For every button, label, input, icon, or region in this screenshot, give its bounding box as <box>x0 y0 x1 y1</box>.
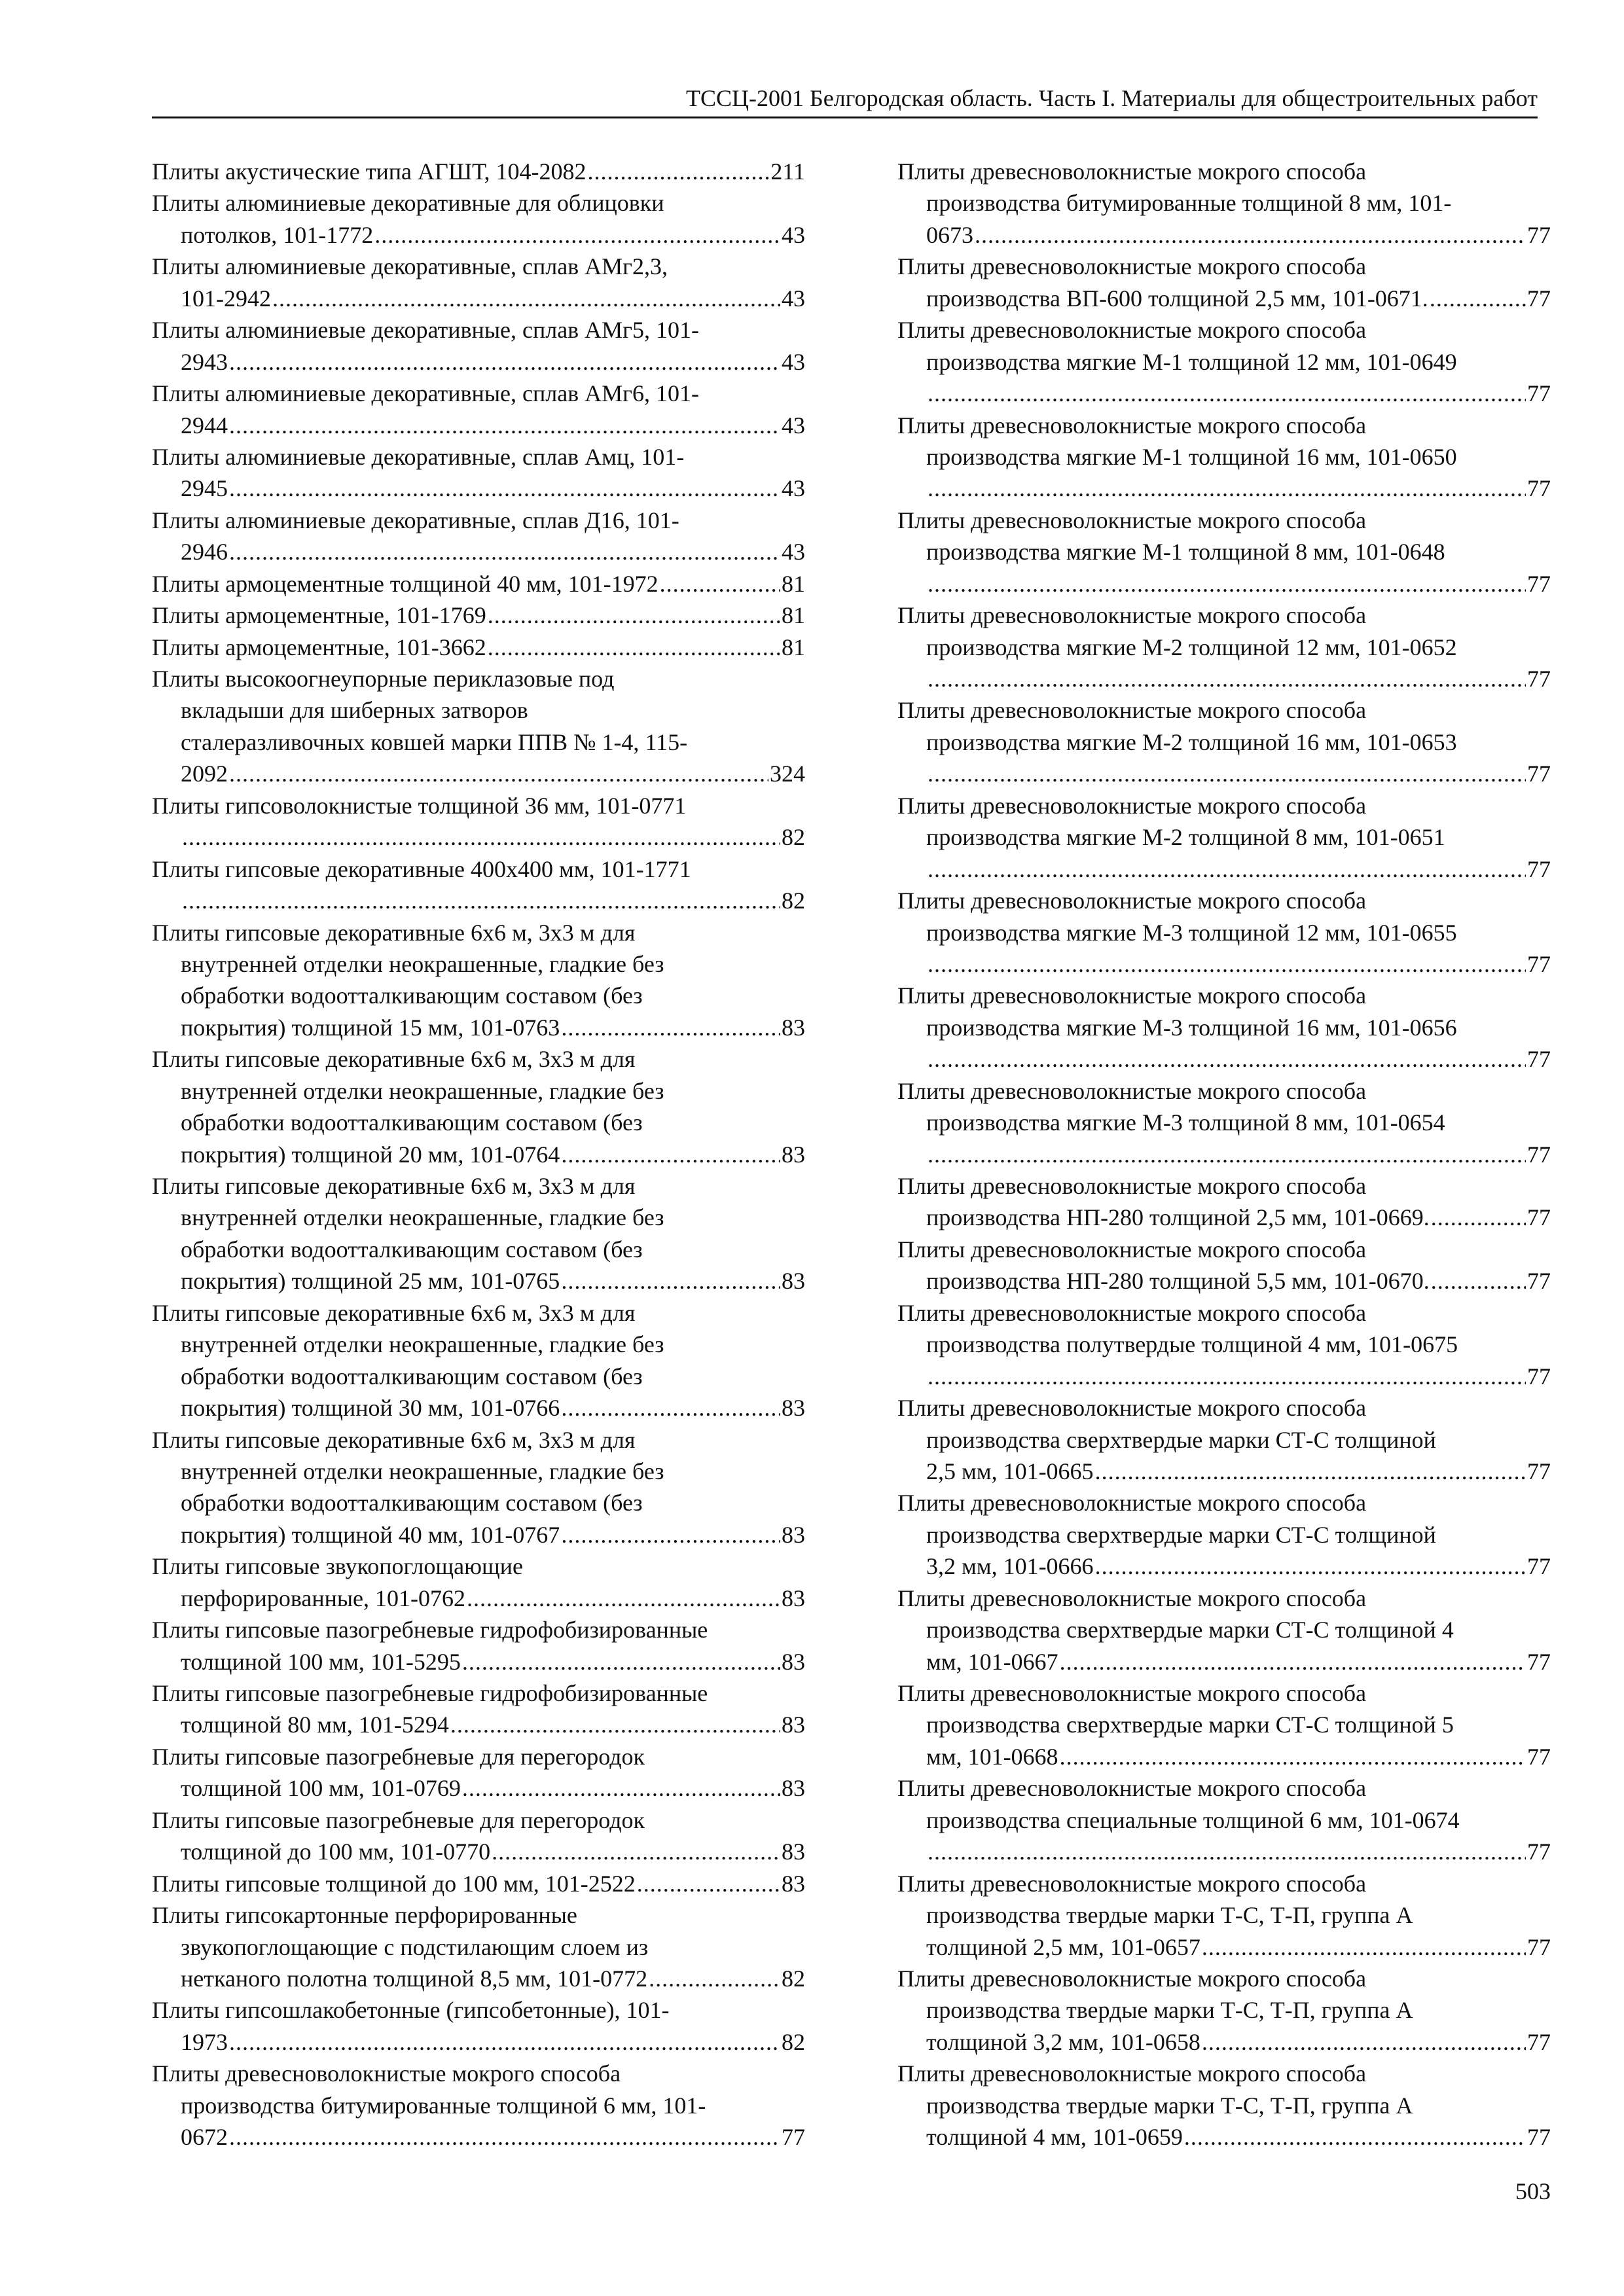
dot-leader <box>182 885 780 916</box>
index-entry <box>152 251 805 314</box>
dot-leader <box>928 853 1526 885</box>
entry-page-ref: 77 <box>782 2124 805 2151</box>
entry-text: Плиты гипсовые пазогребневые для перегородок <box>152 1743 645 1770</box>
index-entry <box>897 1297 1551 1392</box>
entry-text: толщиной 3,2 мм, 101-0658 <box>926 2028 1200 2055</box>
entry-text: 1973 <box>181 2028 228 2055</box>
dot-leader <box>467 1583 780 1614</box>
entry-text: вкладыши для шиберных затворов <box>181 697 528 724</box>
dot-leader <box>561 1012 780 1043</box>
entry-page-ref: 43 <box>782 348 805 375</box>
entry-page-ref: 77 <box>1527 475 1551 502</box>
index-entry <box>897 1487 1551 1582</box>
dot-leader <box>928 1043 1526 1075</box>
entry-text: Плиты древесноволокнистые мокрого способа <box>897 1965 1367 1992</box>
entry-text: толщиной 2,5 мм, 101-0657 <box>926 1933 1200 1960</box>
index-entry <box>897 1075 1551 1170</box>
dot-leader <box>1184 2121 1526 2153</box>
entry-text: звукопоглощающие с подстилающим слоем из <box>181 1933 649 1960</box>
entry-text: производства НП-280 толщиной 5,5 мм, 101-0670. <box>926 1268 1430 1295</box>
entry-text: Плиты алюминиевые декоративные, сплав Д16, 101- <box>152 507 679 533</box>
dot-leader <box>975 219 1526 251</box>
entry-text: производства битумированные толщиной 6 мм, 101- <box>181 2092 706 2119</box>
dot-leader <box>229 473 780 504</box>
dot-leader <box>229 2121 780 2153</box>
entry-text: Плиты высокоогнеупорные периклазовые под <box>152 666 615 692</box>
entry-page-ref: 324 <box>770 761 805 787</box>
entry-text: Плиты алюминиевые декоративные, сплав Амц, 101- <box>152 443 685 470</box>
dot-leader <box>1202 1931 1526 1963</box>
entry-text: толщиной 4 мм, 101-0659 <box>926 2124 1183 2151</box>
dot-leader <box>229 410 780 441</box>
index-entry <box>152 1868 805 1899</box>
index-entry <box>897 505 1551 600</box>
dot-leader <box>182 821 780 853</box>
entry-page-ref: 77 <box>1527 1046 1551 1073</box>
entry-text: 2946 <box>181 539 228 565</box>
dot-leader <box>928 378 1526 409</box>
entry-text: нетканого полотна толщиной 8,5 мм, 101-0772 <box>181 1965 648 1992</box>
entry-text: 0673 <box>926 221 973 248</box>
entry-text: Плиты древесноволокнистые мокрого способа <box>897 1299 1367 1326</box>
index-column-right <box>897 156 1551 2153</box>
entry-text: Плиты древесноволокнистые мокрого способа <box>897 1680 1367 1706</box>
entry-text: Плиты древесноволокнистые мокрого способа <box>897 412 1367 439</box>
entry-text: обработки водоотталкивающим составом (без <box>181 1109 643 1136</box>
index-entry <box>897 156 1551 251</box>
index-entry <box>897 410 1551 505</box>
index-entry <box>897 1583 1551 1677</box>
entry-text: толщиной до 100 мм, 101-0770 <box>181 1839 491 1865</box>
entry-text: Плиты гипсовые декоративные 6х6 м, 3х3 м для <box>152 919 636 946</box>
dot-leader <box>229 758 768 789</box>
entry-page-ref: 77 <box>1527 1204 1551 1231</box>
entry-text: Плиты древесноволокнистые мокрого способа <box>897 697 1367 724</box>
entry-text: толщиной 80 мм, 101-5294 <box>181 1712 449 1738</box>
index-entry <box>152 1297 805 1424</box>
entry-text: Плиты армоцементные, 101-3662 <box>152 634 486 660</box>
entry-text: Плиты древесноволокнистые мокрого способа <box>897 507 1367 533</box>
entry-text: производства твердые марки Т-С, Т-П, группа А <box>926 2092 1413 2119</box>
index-entry <box>152 1170 805 1297</box>
entry-text: толщиной 100 мм, 101-5295 <box>181 1648 461 1675</box>
index-entry <box>897 1392 1551 1487</box>
page-number: 503 <box>1515 2178 1551 2204</box>
index-entry <box>152 2058 805 2153</box>
entry-text: Плиты древесноволокнистые мокрого способа <box>897 1870 1367 1897</box>
index-entry <box>152 1741 805 1804</box>
entry-text: покрытия) толщиной 20 мм, 101-0764 <box>181 1141 560 1168</box>
entry-text: Плиты древесноволокнистые мокрого способа <box>897 253 1367 280</box>
entry-text: производства твердые марки Т-С, Т-П, группа А <box>926 1902 1413 1929</box>
dot-leader <box>1431 1265 1526 1297</box>
entry-page-ref: 83 <box>782 1712 805 1738</box>
dot-leader <box>928 948 1526 980</box>
entry-page-ref: 83 <box>782 1521 805 1548</box>
index-entry <box>152 1899 805 1994</box>
index-entry <box>152 1424 805 1551</box>
dot-leader <box>928 1139 1526 1170</box>
entry-text: производства НП-280 толщиной 2,5 мм, 101-0669. <box>926 1204 1430 1231</box>
entry-text: Плиты армоцементные толщиной 40 мм, 101-1972 <box>152 570 659 597</box>
entry-page-ref: 82 <box>782 888 805 914</box>
entry-page-ref: 77 <box>1527 380 1551 407</box>
index-entry <box>152 378 805 441</box>
entry-text: производства твердые марки Т-С, Т-П, группа А <box>926 1997 1413 2024</box>
dot-leader <box>462 1646 780 1677</box>
entry-text: Плиты гипсовые декоративные 6х6 м, 3х3 м для <box>152 1299 636 1326</box>
entry-text: Плиты древесноволокнистые мокрого способа <box>897 2060 1367 2087</box>
entry-text: производства мягкие М-3 толщиной 16 мм, 101-0656 <box>926 1014 1457 1041</box>
index-entry <box>897 1234 1551 1297</box>
index-entry <box>897 600 1551 694</box>
entry-page-ref: 77 <box>1527 285 1551 312</box>
dot-leader <box>1431 1202 1526 1233</box>
index-entry <box>897 1963 1551 2058</box>
dot-leader <box>1060 1646 1526 1677</box>
entry-text: Плиты гипсовые пазогребневые гидрофобизированные <box>152 1680 708 1706</box>
index-entry <box>152 441 805 505</box>
entry-text: Плиты древесноволокнистые мокрого способа <box>152 2060 621 2087</box>
entry-text: Плиты акустические типа АГШТ, 104-2082 <box>152 158 586 185</box>
entry-text: Плиты древесноволокнистые мокрого способа <box>897 602 1367 629</box>
index-entry <box>152 1551 805 1614</box>
entry-text: потолков, 101-1772 <box>181 221 374 248</box>
entry-text: производства сверхтвердые марки СТ-С толщиной 4 <box>926 1617 1454 1643</box>
dot-leader <box>660 568 780 600</box>
entry-page-ref: 211 <box>770 158 805 185</box>
entry-text: Плиты гипсовые декоративные 6х6 м, 3х3 м для <box>152 1046 636 1073</box>
dot-leader <box>928 1361 1526 1392</box>
entry-text: Плиты древесноволокнистые мокрого способа <box>897 1585 1367 1611</box>
entry-text: 0672 <box>181 2124 228 2151</box>
entry-page-ref: 77 <box>1527 221 1551 248</box>
index-entry <box>152 790 805 853</box>
dot-leader <box>928 473 1526 504</box>
entry-page-ref: 77 <box>1527 950 1551 977</box>
index-entry <box>152 1043 805 1170</box>
entry-page-ref: 43 <box>782 221 805 248</box>
entry-text: внутренней отделки неокрашенные, гладкие без <box>181 1077 664 1104</box>
entry-text: Плиты древесноволокнистые мокрого способа <box>897 1395 1367 1422</box>
entry-text: Плиты древесноволокнистые мокрого способа <box>897 1077 1367 1104</box>
index-entry <box>897 251 1551 314</box>
index-entry <box>152 853 805 917</box>
index-entry <box>152 1804 805 1868</box>
entry-page-ref: 77 <box>1527 1141 1551 1168</box>
entry-text: покрытия) толщиной 40 мм, 101-0767 <box>181 1521 560 1548</box>
index-column-left <box>152 156 805 2153</box>
dot-leader <box>561 1392 780 1424</box>
index-entry <box>152 632 805 663</box>
entry-text: Плиты древесноволокнистые мокрого способа <box>897 792 1367 819</box>
entry-page-ref: 83 <box>782 1839 805 1865</box>
entry-page-ref: 43 <box>782 285 805 312</box>
entry-page-ref: 83 <box>782 1648 805 1675</box>
entry-page-ref: 83 <box>782 1141 805 1168</box>
entry-text: Плиты алюминиевые декоративные, сплав АМг2,3, <box>152 253 668 280</box>
entry-text: 2944 <box>181 412 228 439</box>
dot-leader <box>928 758 1526 789</box>
entry-text: Плиты древесноволокнистые мокрого способа <box>897 1490 1367 1516</box>
entry-text: производства сверхтвердые марки СТ-С толщиной 5 <box>926 1712 1454 1738</box>
entry-text: внутренней отделки неокрашенные, гладкие без <box>181 1204 664 1231</box>
dot-leader <box>492 1836 780 1867</box>
entry-page-ref: 77 <box>1527 2124 1551 2151</box>
dot-leader <box>1095 1456 1526 1487</box>
entry-text: производства ВП-600 толщиной 2,5 мм, 101-0671. <box>926 285 1428 312</box>
entry-page-ref: 83 <box>782 1585 805 1611</box>
entry-text: 2,5 мм, 101-0665 <box>926 1458 1094 1484</box>
entry-text: Плиты алюминиевые декоративные, сплав АМг5, 101- <box>152 317 699 344</box>
entry-text: внутренней отделки неокрашенные, гладкие без <box>181 1331 664 1358</box>
dot-leader <box>229 536 780 567</box>
entry-page-ref: 77 <box>1527 666 1551 692</box>
entry-page-ref: 77 <box>1527 1839 1551 1865</box>
index-entry <box>152 156 805 187</box>
dot-leader <box>1430 283 1526 314</box>
entry-text: 2945 <box>181 475 228 502</box>
index-entry <box>152 314 805 378</box>
dot-leader <box>561 1519 780 1551</box>
index-entry <box>152 600 805 631</box>
entry-text: Плиты древесноволокнистые мокрого способа <box>897 158 1367 185</box>
entry-text: 101-2942 <box>181 285 271 312</box>
entry-text: производства мягкие М-2 толщиной 8 мм, 101-0651 <box>926 824 1445 851</box>
dot-leader <box>928 1836 1526 1867</box>
dot-leader <box>462 1772 780 1804</box>
dot-leader <box>561 1139 780 1170</box>
entry-text: производства полутвердые толщиной 4 мм, 101-0675 <box>926 1331 1458 1358</box>
entry-text: производства мягкие М-3 толщиной 8 мм, 101-0654 <box>926 1109 1445 1136</box>
entry-page-ref: 82 <box>782 824 805 851</box>
dot-leader <box>649 1963 780 1994</box>
index-entry <box>897 314 1551 409</box>
entry-text: перфорированные, 101-0762 <box>181 1585 466 1611</box>
dot-leader <box>928 663 1526 694</box>
index-entry <box>897 1868 1551 1963</box>
entry-page-ref: 83 <box>782 1014 805 1041</box>
dot-leader <box>450 1709 780 1740</box>
dot-leader <box>272 283 780 314</box>
entry-page-ref: 43 <box>782 412 805 439</box>
entry-text: Плиты гипсовые звукопоглощающие <box>152 1553 523 1580</box>
index-entry <box>897 1677 1551 1772</box>
index-entry <box>152 568 805 600</box>
entry-text: производства сверхтвердые марки СТ-С толщиной <box>926 1521 1436 1548</box>
entry-text: обработки водоотталкивающим составом (без <box>181 1490 643 1516</box>
dot-leader <box>229 346 780 378</box>
entry-text: производства мягкие М-1 толщиной 8 мм, 101-0648 <box>926 539 1445 565</box>
index-entry <box>152 1994 805 2058</box>
entry-text: Плиты гипсовые декоративные 6х6 м, 3х3 м для <box>152 1426 636 1453</box>
entry-page-ref: 77 <box>1527 2028 1551 2055</box>
dot-leader <box>488 632 780 663</box>
entry-page-ref: 43 <box>782 475 805 502</box>
entry-text: Плиты гипсокартонные перфорированные <box>152 1902 577 1929</box>
entry-text: Плиты гипсовые декоративные 400х400 мм, 101-1771 <box>152 855 691 882</box>
dot-leader <box>229 2026 780 2058</box>
entry-text: Плиты древесноволокнистые мокрого способа <box>897 888 1367 914</box>
entry-page-ref: 77 <box>1527 1648 1551 1675</box>
entry-text: производства мягкие М-3 толщиной 12 мм, 101-0655 <box>926 919 1457 946</box>
entry-text: Плиты гипсошлакобетонные (гипсобетонные), 101- <box>152 1997 670 2024</box>
dot-leader <box>561 1265 780 1297</box>
entry-page-ref: 77 <box>1527 1268 1551 1295</box>
dot-leader <box>1060 1741 1526 1772</box>
entry-text: Плиты древесноволокнистые мокрого способа <box>897 1236 1367 1263</box>
entry-text: мм, 101-0667 <box>926 1648 1058 1675</box>
index-entry <box>897 2058 1551 2153</box>
running-header <box>152 84 1538 118</box>
entry-text: производства специальные толщиной 6 мм, 101-0674 <box>926 1806 1460 1833</box>
entry-text: обработки водоотталкивающим составом (без <box>181 1236 643 1263</box>
entry-text: 3,2 мм, 101-0666 <box>926 1553 1094 1580</box>
entry-page-ref: 77 <box>1527 1933 1551 1960</box>
index-entry <box>152 663 805 790</box>
entry-text: внутренней отделки неокрашенные, гладкие без <box>181 950 664 977</box>
entry-text: обработки водоотталкивающим составом (без <box>181 1363 643 1390</box>
index-entry <box>152 187 805 251</box>
index-entry <box>897 1170 1551 1234</box>
dot-leader <box>928 568 1526 600</box>
header-title: ТССЦ-2001 Белгородская область. Часть I. Материалы для общестроительных работ <box>686 85 1538 111</box>
index-entry <box>152 1677 805 1741</box>
entry-text: толщиной 100 мм, 101-0769 <box>181 1775 461 1802</box>
entry-page-ref: 77 <box>1527 570 1551 597</box>
entry-text: Плиты древесноволокнистые мокрого способа <box>897 982 1367 1009</box>
entry-page-ref: 77 <box>1527 1743 1551 1770</box>
entry-page-ref: 43 <box>782 539 805 565</box>
index-entry <box>152 917 805 1044</box>
entry-page-ref: 83 <box>782 1870 805 1897</box>
entry-page-ref: 83 <box>782 1268 805 1295</box>
entry-page-ref: 81 <box>782 602 805 629</box>
entry-text: покрытия) толщиной 25 мм, 101-0765 <box>181 1268 560 1295</box>
entry-text: производства мягкие М-1 толщиной 12 мм, 101-0649 <box>926 348 1457 375</box>
entry-page-ref: 77 <box>1527 1553 1551 1580</box>
dot-leader <box>637 1868 780 1899</box>
entry-text: Плиты древесноволокнистые мокрого способа <box>897 1173 1367 1199</box>
dot-leader <box>588 156 770 187</box>
dot-leader <box>488 600 780 631</box>
entry-text: Плиты алюминиевые декоративные, сплав АМг6, 101- <box>152 380 699 407</box>
entry-text: сталеразливочных ковшей марки ППВ № 1-4, 115- <box>181 728 688 755</box>
index-entry <box>152 1614 805 1677</box>
index-entry <box>897 885 1551 980</box>
entry-text: покрытия) толщиной 15 мм, 101-0763 <box>181 1014 560 1041</box>
entry-text: Плиты древесноволокнистые мокрого способа <box>897 1775 1367 1802</box>
entry-text: Плиты алюминиевые декоративные для облицовки <box>152 190 664 217</box>
index-entry <box>897 1772 1551 1867</box>
entry-page-ref: 77 <box>1527 1458 1551 1484</box>
entry-text: производства сверхтвердые марки СТ-С толщиной <box>926 1426 1436 1453</box>
dot-leader <box>1202 2026 1526 2058</box>
entry-text: производства мягкие М-2 толщиной 12 мм, 101-0652 <box>926 634 1457 660</box>
dot-leader <box>1095 1551 1526 1582</box>
entry-page-ref: 83 <box>782 1395 805 1422</box>
dot-leader <box>374 219 780 251</box>
index-entry <box>897 790 1551 885</box>
entry-text: Плиты гипсовые толщиной до 100 мм, 101-2522 <box>152 1870 636 1897</box>
entry-text: внутренней отделки неокрашенные, гладкие без <box>181 1458 664 1484</box>
entry-text: Плиты армоцементные, 101-1769 <box>152 602 486 629</box>
entry-text: Плиты гипсовые пазогребневые гидрофобизированные <box>152 1617 708 1643</box>
entry-text: Плиты гипсовые декоративные 6х6 м, 3х3 м для <box>152 1173 636 1199</box>
entry-page-ref: 77 <box>1527 855 1551 882</box>
entry-text: 2943 <box>181 348 228 375</box>
index-entry <box>152 505 805 568</box>
index-entry <box>897 694 1551 789</box>
entry-page-ref: 77 <box>1527 1363 1551 1390</box>
entry-text: мм, 101-0668 <box>926 1743 1058 1770</box>
entry-page-ref: 82 <box>782 1965 805 1992</box>
entry-text: производства мягкие М-1 толщиной 16 мм, 101-0650 <box>926 443 1457 470</box>
index-entry <box>897 980 1551 1075</box>
entry-page-ref: 83 <box>782 1775 805 1802</box>
entry-text: производства мягкие М-2 толщиной 16 мм, 101-0653 <box>926 728 1457 755</box>
entry-page-ref: 81 <box>782 634 805 660</box>
entry-text: Плиты древесноволокнистые мокрого способа <box>897 317 1367 344</box>
entry-text: покрытия) толщиной 30 мм, 101-0766 <box>181 1395 560 1422</box>
entry-text: Плиты гипсовые пазогребневые для перегородок <box>152 1806 645 1833</box>
entry-text: обработки водоотталкивающим составом (без <box>181 982 643 1009</box>
entry-page-ref: 81 <box>782 570 805 597</box>
entry-text: производства битумированные толщиной 8 мм, 101- <box>926 190 1452 217</box>
entry-text: Плиты гипсоволокнистые толщиной 36 мм, 101-0771 <box>152 792 687 819</box>
entry-page-ref: 82 <box>782 2028 805 2055</box>
entry-page-ref: 77 <box>1527 761 1551 787</box>
entry-text: 2092 <box>181 761 228 787</box>
